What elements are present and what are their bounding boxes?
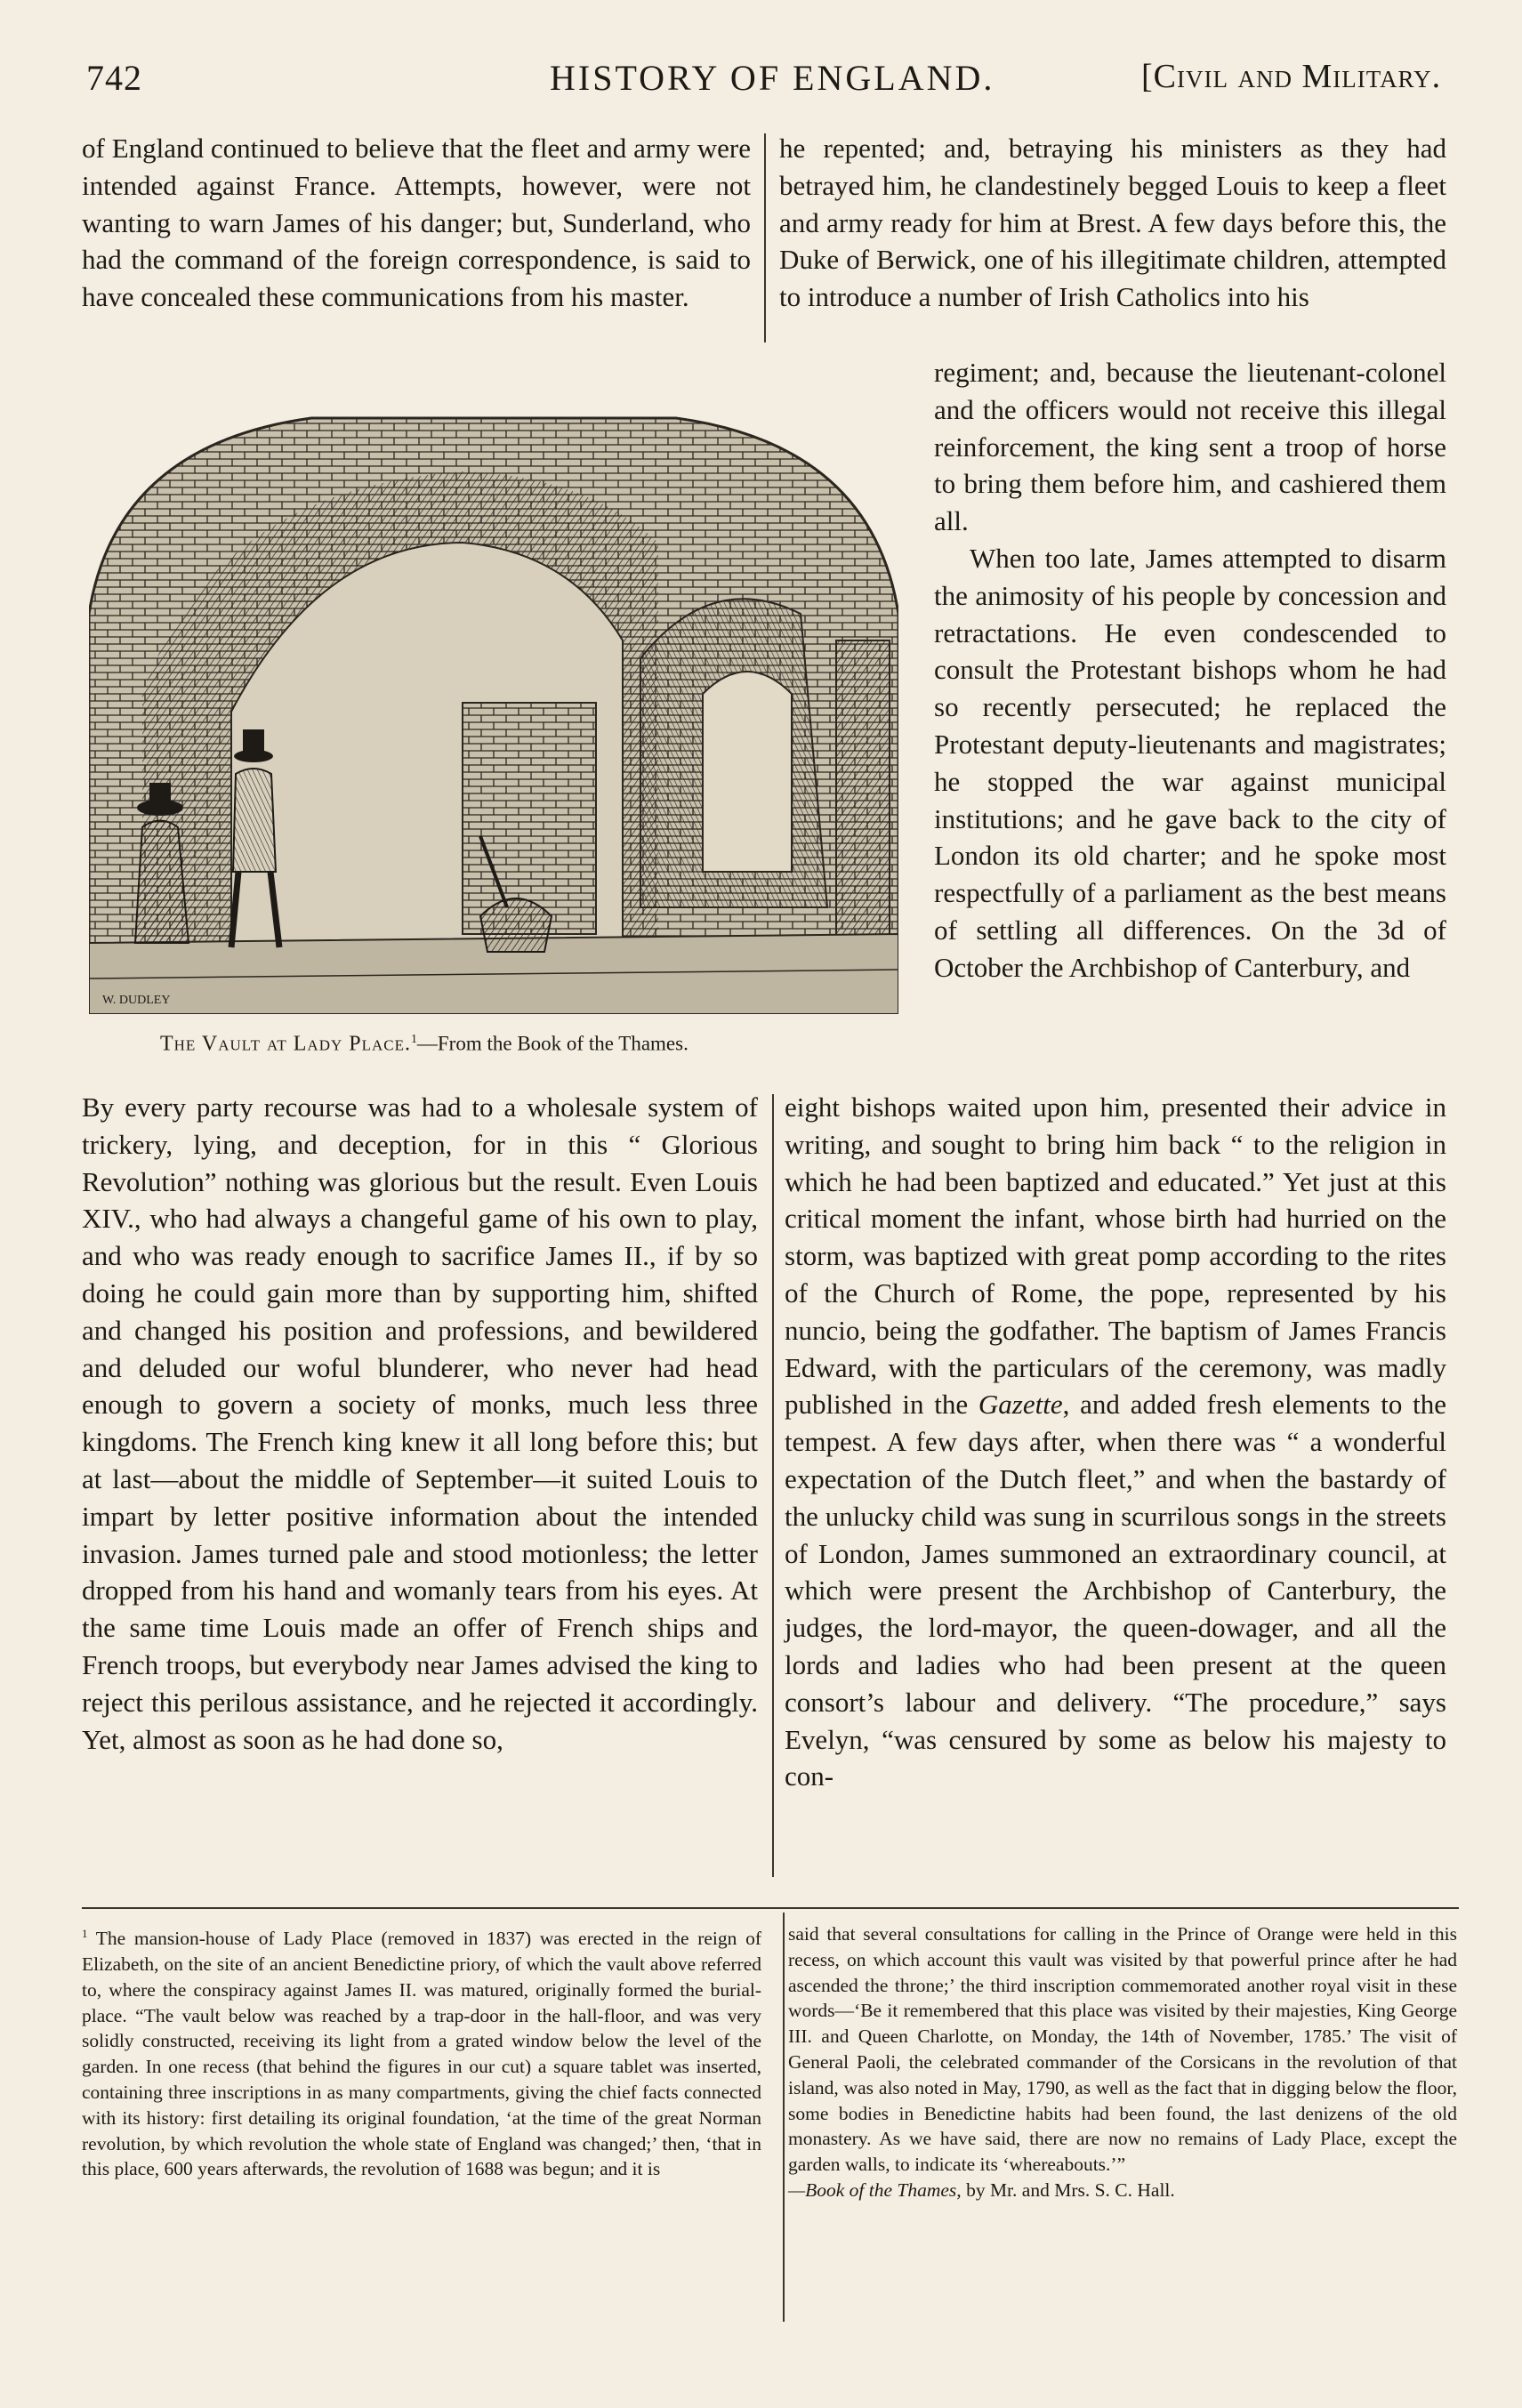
engraver-signature: W. DUDLEY — [102, 994, 171, 1007]
footnote-text: The mansion-house of Lady Place (removed in 1837) was erected in the reign of Elizabeth, on the site of an ancient Benedictine priory, of which the vault above referred to, where the conspiracy against James II. was matured, originally formed the burial-place. “The vault below was reached by a trap-door in the hall-floor, and was very solidly constructed, receiving its light from a grated window below the level of the garden. In one recess (that behind the figures in our cut) a square tablet was inserted, containing three inscriptions in as many compartments, giving the chief facts connected with its history: first detailing its original foundation, ‘at the time of the great Norman revolution, by which revolution the whole state of England was changed;’ then, ‘that in this place, 600 years afterwards, the revolution of 1688 was begun; and it is — [82, 1928, 761, 2180]
section-title: [Civil and Military. — [1141, 58, 1442, 95]
paragraph: By every party recourse was had to a wholesale system of trickery, lying, and deception, for in this “ Glorious Revolution” nothing was glorious but the result. Even Louis XIV., who had always a changeful game of his own to play, and who was ready enough to sacrifice James II., if by so doing he could gain more than by supporting him, shifted and changed his position and professions, and bewildered and deluded our woful blunderer, who never had head enough to govern a society of monks, much less three kingdoms. The French king knew it all long before this; but at last—about the middle of September—it suited Louis to impart by letter positive information about the intended invasion. James turned pale and stood motionless; the letter dropped from his hand and womanly tears from his eyes. At the same time Louis made an offer of French ships and French troops, but everybody near James advised the king to reject this perilous assistance, and he rejected it accordingly. Yet, almost as soon as he had done so, — [82, 1091, 758, 1755]
seated-figure — [135, 783, 189, 943]
paragraph — [785, 1089, 1446, 1795]
paragraph: When too late, James attempted to disarm the animosity of his people by concession and retractations. He even condescended to consult the Protestant bishops whom he had so recently persecuted; he replaced the Protestant deputy-lieutenants and magistrates; he stopped the war against municipal institutions; and he gave back to the city of London its old charter; and he spoke most respectfully of a parliament as the best means of settling all differences. On the 3d of October the Archbishop of Canterbury, and — [934, 542, 1446, 983]
text-column-4 — [82, 1089, 758, 1758]
gazette-title: Gazette — [978, 1389, 1063, 1421]
paragraph: he repented; and, betraying his ministers as they had betrayed him, he clandestinely begged Louis to keep a fleet and army ready for him at Brest. A few days before this, the Duke of Berwick, one of his illegitimate children, attempted to introduce a number of Irish Catholics into his — [779, 133, 1446, 313]
footnote — [82, 1921, 761, 2182]
book-title: —Book of the Thames, — [788, 2178, 962, 2201]
column-rule — [783, 1913, 785, 2322]
caption-source: —From the Book of the Thames. — [416, 1032, 689, 1055]
footnote-rule — [82, 1907, 1459, 1909]
footnote — [788, 1921, 1457, 2203]
text-column-1 — [82, 130, 751, 316]
column-rule — [764, 133, 766, 342]
text-run: eight bishops waited upon him, presented their advice in writing, and sought to bring him back “ to the religion in which he had been baptized and educated.” Yet just at this critical moment the infant, whose birth had hurried on the storm, was baptized with great pomp according to the rites of the Church of Rome, the pope, represented by his nuncio, being the godfather. The baptism of James Francis Edward, with the particulars of the ceremony, was madly published in the — [785, 1091, 1446, 1421]
page-number: 742 — [86, 58, 142, 98]
running-title: HISTORY OF ENGLAND. — [550, 58, 995, 98]
caption-title: The Vault at Lady Place. — [160, 1032, 411, 1056]
paragraph: regiment; and, because the lieutenant-colonel and the officers would not receive this illegal reinforcement, the king sent a troop of horse to bring them before him, and cashiered them all. — [934, 357, 1446, 537]
text-column-5 — [785, 1089, 1446, 1795]
paragraph: of England continued to believe that the fleet and army were intended against France. Attempts, however, were not wanting to warn James of his danger; but, Sunderland, who had the command of the foreign correspondence, is said to have concealed these communications from his master. — [82, 133, 751, 313]
footnote-ref: 1 — [410, 1032, 417, 1045]
vault-engraving — [89, 409, 898, 1014]
book-authors: by Mr. and Mrs. S. C. Hall. — [961, 2178, 1175, 2201]
text-run: , and added fresh elements to the tempest. A few days after, when there was “ a wonderful expectation of the Dutch fleet,” and when the bastardy of the unlucky child was sung in scurrilous songs in the streets of London, James summoned an extraordinary council, at which were present the Archbishop of Canterbury, the judges, the lord-mayor, the queen-dowager, and all the lords and ladies who had been present at the queen consort’s labour and delivery. “The procedure,” says Evelyn, “was censured by some as below his majesty to con- — [785, 1389, 1446, 1792]
footnote-mark: 1 — [82, 1928, 88, 1940]
text-column-3 — [934, 354, 1446, 987]
figure-caption — [160, 1032, 689, 1057]
column-rule — [772, 1094, 774, 1877]
text-column-2 — [779, 130, 1446, 316]
footnote-column-2 — [788, 1921, 1457, 2203]
footnote-column-1 — [82, 1921, 761, 2182]
footnote-text: said that several consultations for calling in the Prince of Orange were held in this recess, on which account this vault was visited by that powerful prince after he had ascended the throne;’ the third inscription commemorated another royal visit in these words—‘Be it remembered that this place was visited by their majesties, King George III. and Queen Charlotte, on Monday, the 14th of November, 1785.’ The visit of General Paoli, the celebrated commander of the Corsicans in the revolution of that island, was also noted in May, 1790, as well as the fact that in digging below the floor, some bodies in Benedictine habits had been found, the last denizens of the old monastery. As we have said, there are now no remains of Lady Place, except the garden walls, to indicate its ‘whereabouts.’” — [788, 1923, 1457, 2176]
